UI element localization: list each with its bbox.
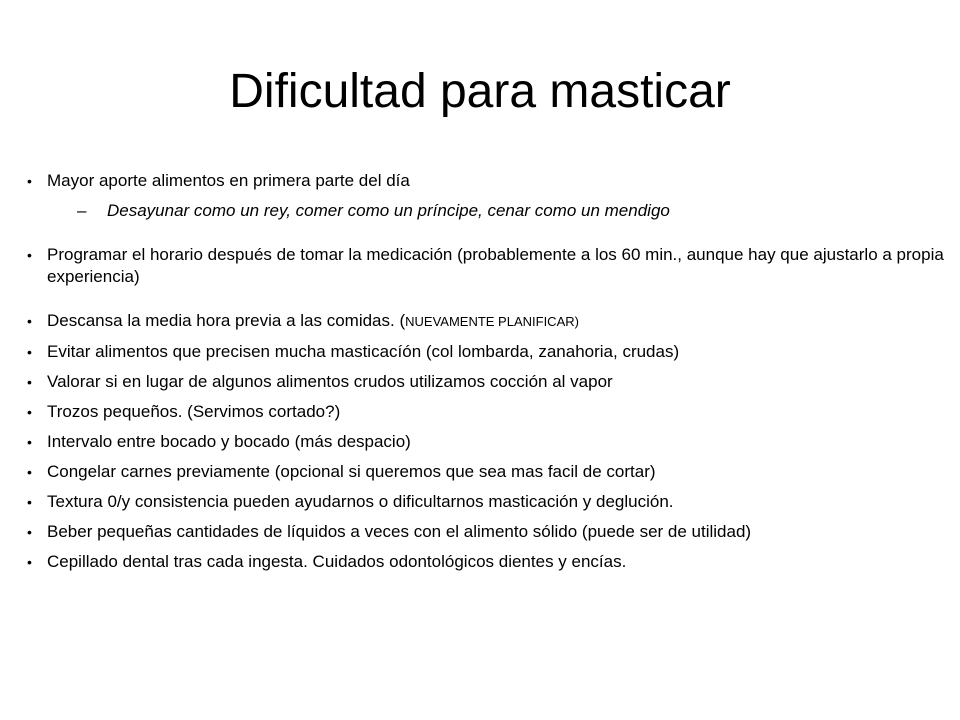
bullet-item <box>27 431 947 453</box>
bullet-text: Descansa la media hora previa a las comidas. ( <box>47 311 406 330</box>
bullet-text: Cepillado dental tras cada ingesta. Cuidados odontológicos dientes y encías. <box>47 552 627 571</box>
bullet-dot-icon: • <box>27 313 32 329</box>
bullet-item <box>27 310 947 333</box>
bullet-dot-icon: • <box>27 524 32 540</box>
sub-bullet-text: Desayunar como un rey, comer como un príncipe, cenar como un mendigo <box>107 201 670 220</box>
bullet-text: Congelar carnes previamente (opcional si queremos que sea mas facil de cortar) <box>47 462 656 481</box>
bullet-dot-icon: • <box>27 554 32 570</box>
bullet-note: NUEVAMENTE PLANIFICAR) <box>405 314 579 329</box>
bullet-text: Mayor aporte alimentos en primera parte del día <box>47 171 410 190</box>
bullet-item <box>27 244 947 288</box>
bullet-item <box>27 461 947 483</box>
bullet-dot-icon: • <box>27 434 32 450</box>
slide-content <box>27 170 947 581</box>
bullet-item <box>27 491 947 513</box>
sub-bullet-item <box>47 200 947 222</box>
bullet-list <box>27 170 947 573</box>
bullet-item <box>27 170 947 222</box>
bullet-dot-icon: • <box>27 464 32 480</box>
bullet-dot-icon: • <box>27 374 32 390</box>
bullet-text: Textura 0/y consistencia pueden ayudarnos o dificultarnos masticación y deglución. <box>47 492 674 511</box>
slide-title: Dificultad para masticar <box>229 65 731 118</box>
bullet-text: Beber pequeñas cantidades de líquidos a veces con el alimento sólido (puede ser de utilidad) <box>47 522 752 541</box>
bullet-dot-icon: • <box>27 404 32 420</box>
dash-icon: – <box>77 201 87 220</box>
bullet-dot-icon: • <box>27 173 32 189</box>
bullet-item <box>27 341 947 363</box>
bullet-dot-icon: • <box>27 344 32 360</box>
bullet-text: Valorar si en lugar de algunos alimentos crudos utilizamos cocción al vapor <box>47 372 613 391</box>
bullet-text: Programar el horario después de tomar la medicación (probablemente a los 60 min., aunque hay que ajustarlo a propia experiencia) <box>47 245 944 286</box>
bullet-item <box>27 521 947 543</box>
bullet-text: Evitar alimentos que precisen mucha masticacíón (col lombarda, zanahoria, crudas) <box>47 342 680 361</box>
bullet-item <box>27 551 947 573</box>
bullet-dot-icon: • <box>27 247 32 263</box>
bullet-item <box>27 371 947 393</box>
bullet-text: Intervalo entre bocado y bocado (más despacio) <box>47 432 411 451</box>
bullet-dot-icon: • <box>27 494 32 510</box>
bullet-item <box>27 401 947 423</box>
bullet-text: Trozos pequeños. (Servimos cortado?) <box>47 402 341 421</box>
